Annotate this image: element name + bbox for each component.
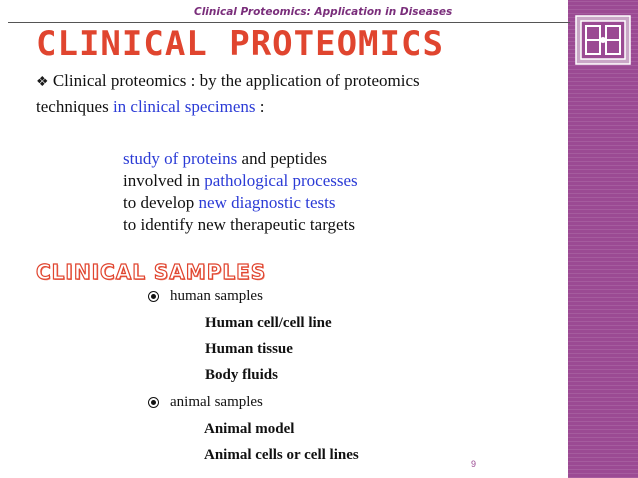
logo-icon — [568, 12, 638, 68]
point-highlight: study of proteins — [123, 149, 238, 168]
intro-highlight: in clinical specimens — [112, 97, 256, 116]
point-text: to identify new therapeutic targets — [123, 215, 355, 234]
slide-title: CLINICAL PROTEOMICS — [36, 24, 444, 64]
diamond-bullet-icon: ❖ — [36, 75, 49, 90]
group-label-text: human samples — [170, 288, 263, 304]
point-highlight: pathological processes — [204, 171, 358, 190]
group-label-human — [148, 288, 263, 305]
group-label-text: animal samples — [170, 394, 263, 410]
point-item — [123, 170, 358, 192]
group-label-animal — [148, 394, 263, 411]
radio-bullet-icon — [148, 397, 159, 408]
sample-item: Body fluids — [205, 367, 278, 383]
intro-line-1 — [36, 70, 420, 94]
sample-item: Animal cells or cell lines — [204, 447, 359, 463]
point-highlight: new diagnostic tests — [198, 193, 336, 212]
point-text: involved in — [123, 171, 205, 190]
radio-bullet-icon — [148, 291, 159, 302]
point-item — [123, 192, 358, 214]
section-title: CLINICAL SAMPLES — [36, 260, 267, 284]
sample-item: Human cell/cell line — [205, 315, 332, 331]
header-divider — [8, 22, 570, 23]
sample-item: Human tissue — [205, 341, 293, 357]
points-list — [123, 148, 358, 236]
intro-suffix: : — [255, 97, 265, 116]
intro-text: Clinical proteomics : by the application of proteomics — [52, 71, 420, 90]
point-item — [123, 214, 358, 236]
point-text: to develop — [123, 193, 199, 212]
point-text: and peptides — [237, 149, 327, 168]
intro-line-2 — [36, 96, 265, 118]
sample-item: Animal model — [204, 421, 295, 437]
header-title: Clinical Proteomics: Application in Diseases — [194, 6, 453, 18]
point-item — [123, 148, 358, 170]
side-decoration-band — [568, 0, 638, 478]
page-number: 9 — [471, 459, 477, 469]
intro-prefix: techniques — [36, 97, 113, 116]
